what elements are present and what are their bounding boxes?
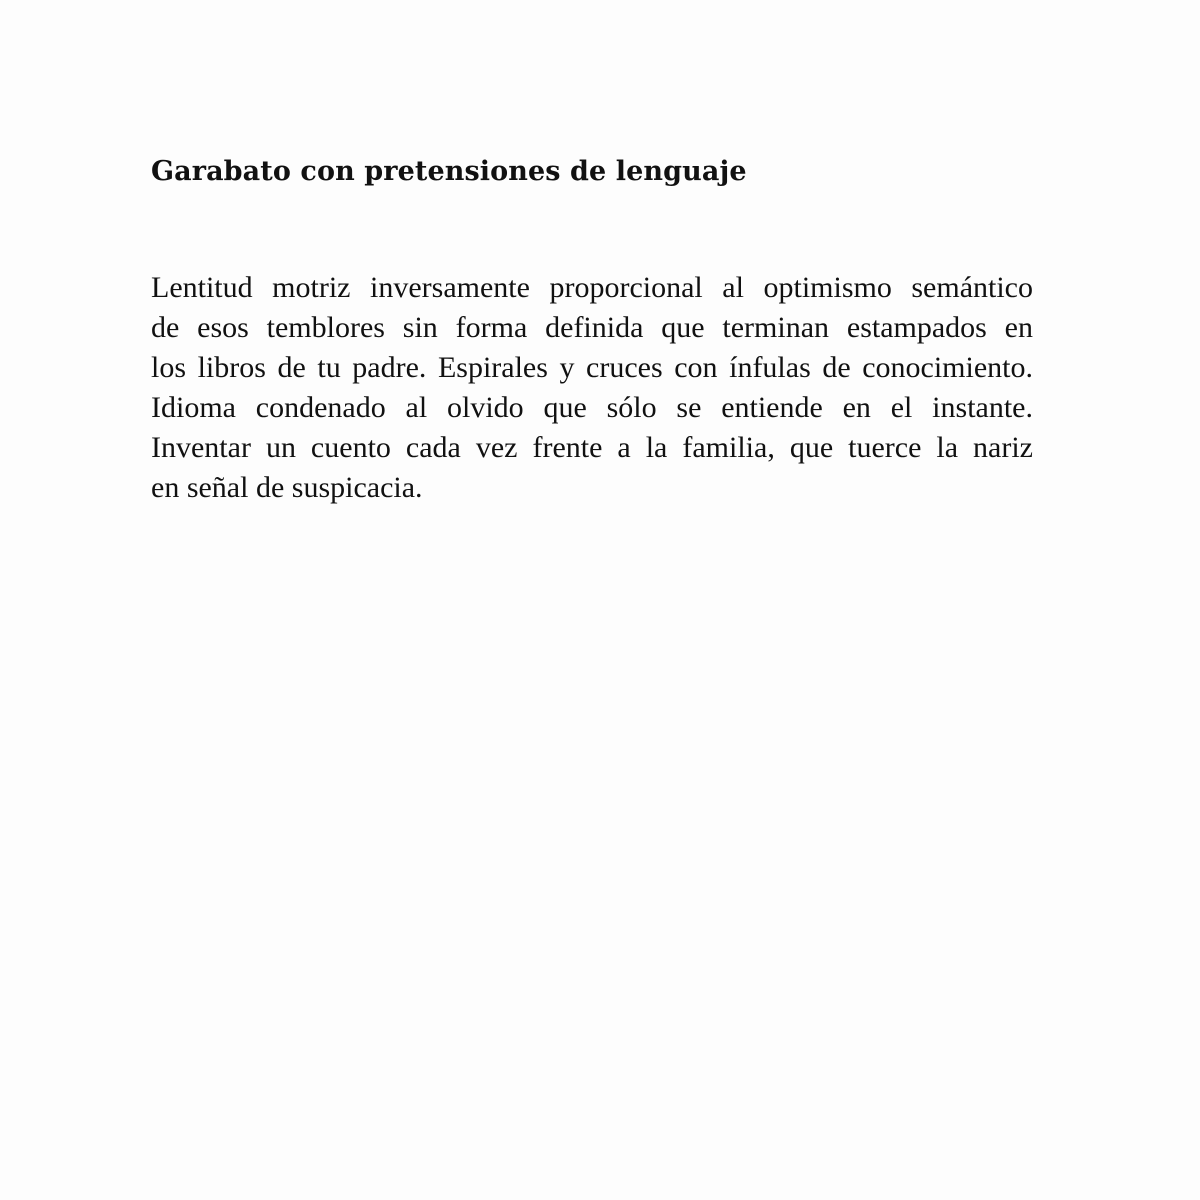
paragraph-line: Lentitud motriz inversamente proporcional al optimismo semántico	[151, 271, 1033, 304]
paragraph-line: los libros de tu padre. Espirales y cruces con ínfulas de conocimiento.	[151, 351, 1033, 384]
document-content	[151, 150, 1033, 508]
paragraph-line: de esos temblores sin forma definida que terminan estampados en	[151, 311, 1033, 344]
paragraph-line: Idioma condenado al olvido que sólo se entiende en el instante.	[151, 391, 1033, 424]
body-paragraph	[151, 268, 1033, 508]
paragraph-line: Inventar un cuento cada vez frente a la familia, que tuerce la nariz	[151, 431, 1033, 464]
paragraph-line: en señal de suspicacia.	[151, 471, 423, 504]
page-title: Garabato con pretensiones de lenguaje	[151, 156, 747, 187]
